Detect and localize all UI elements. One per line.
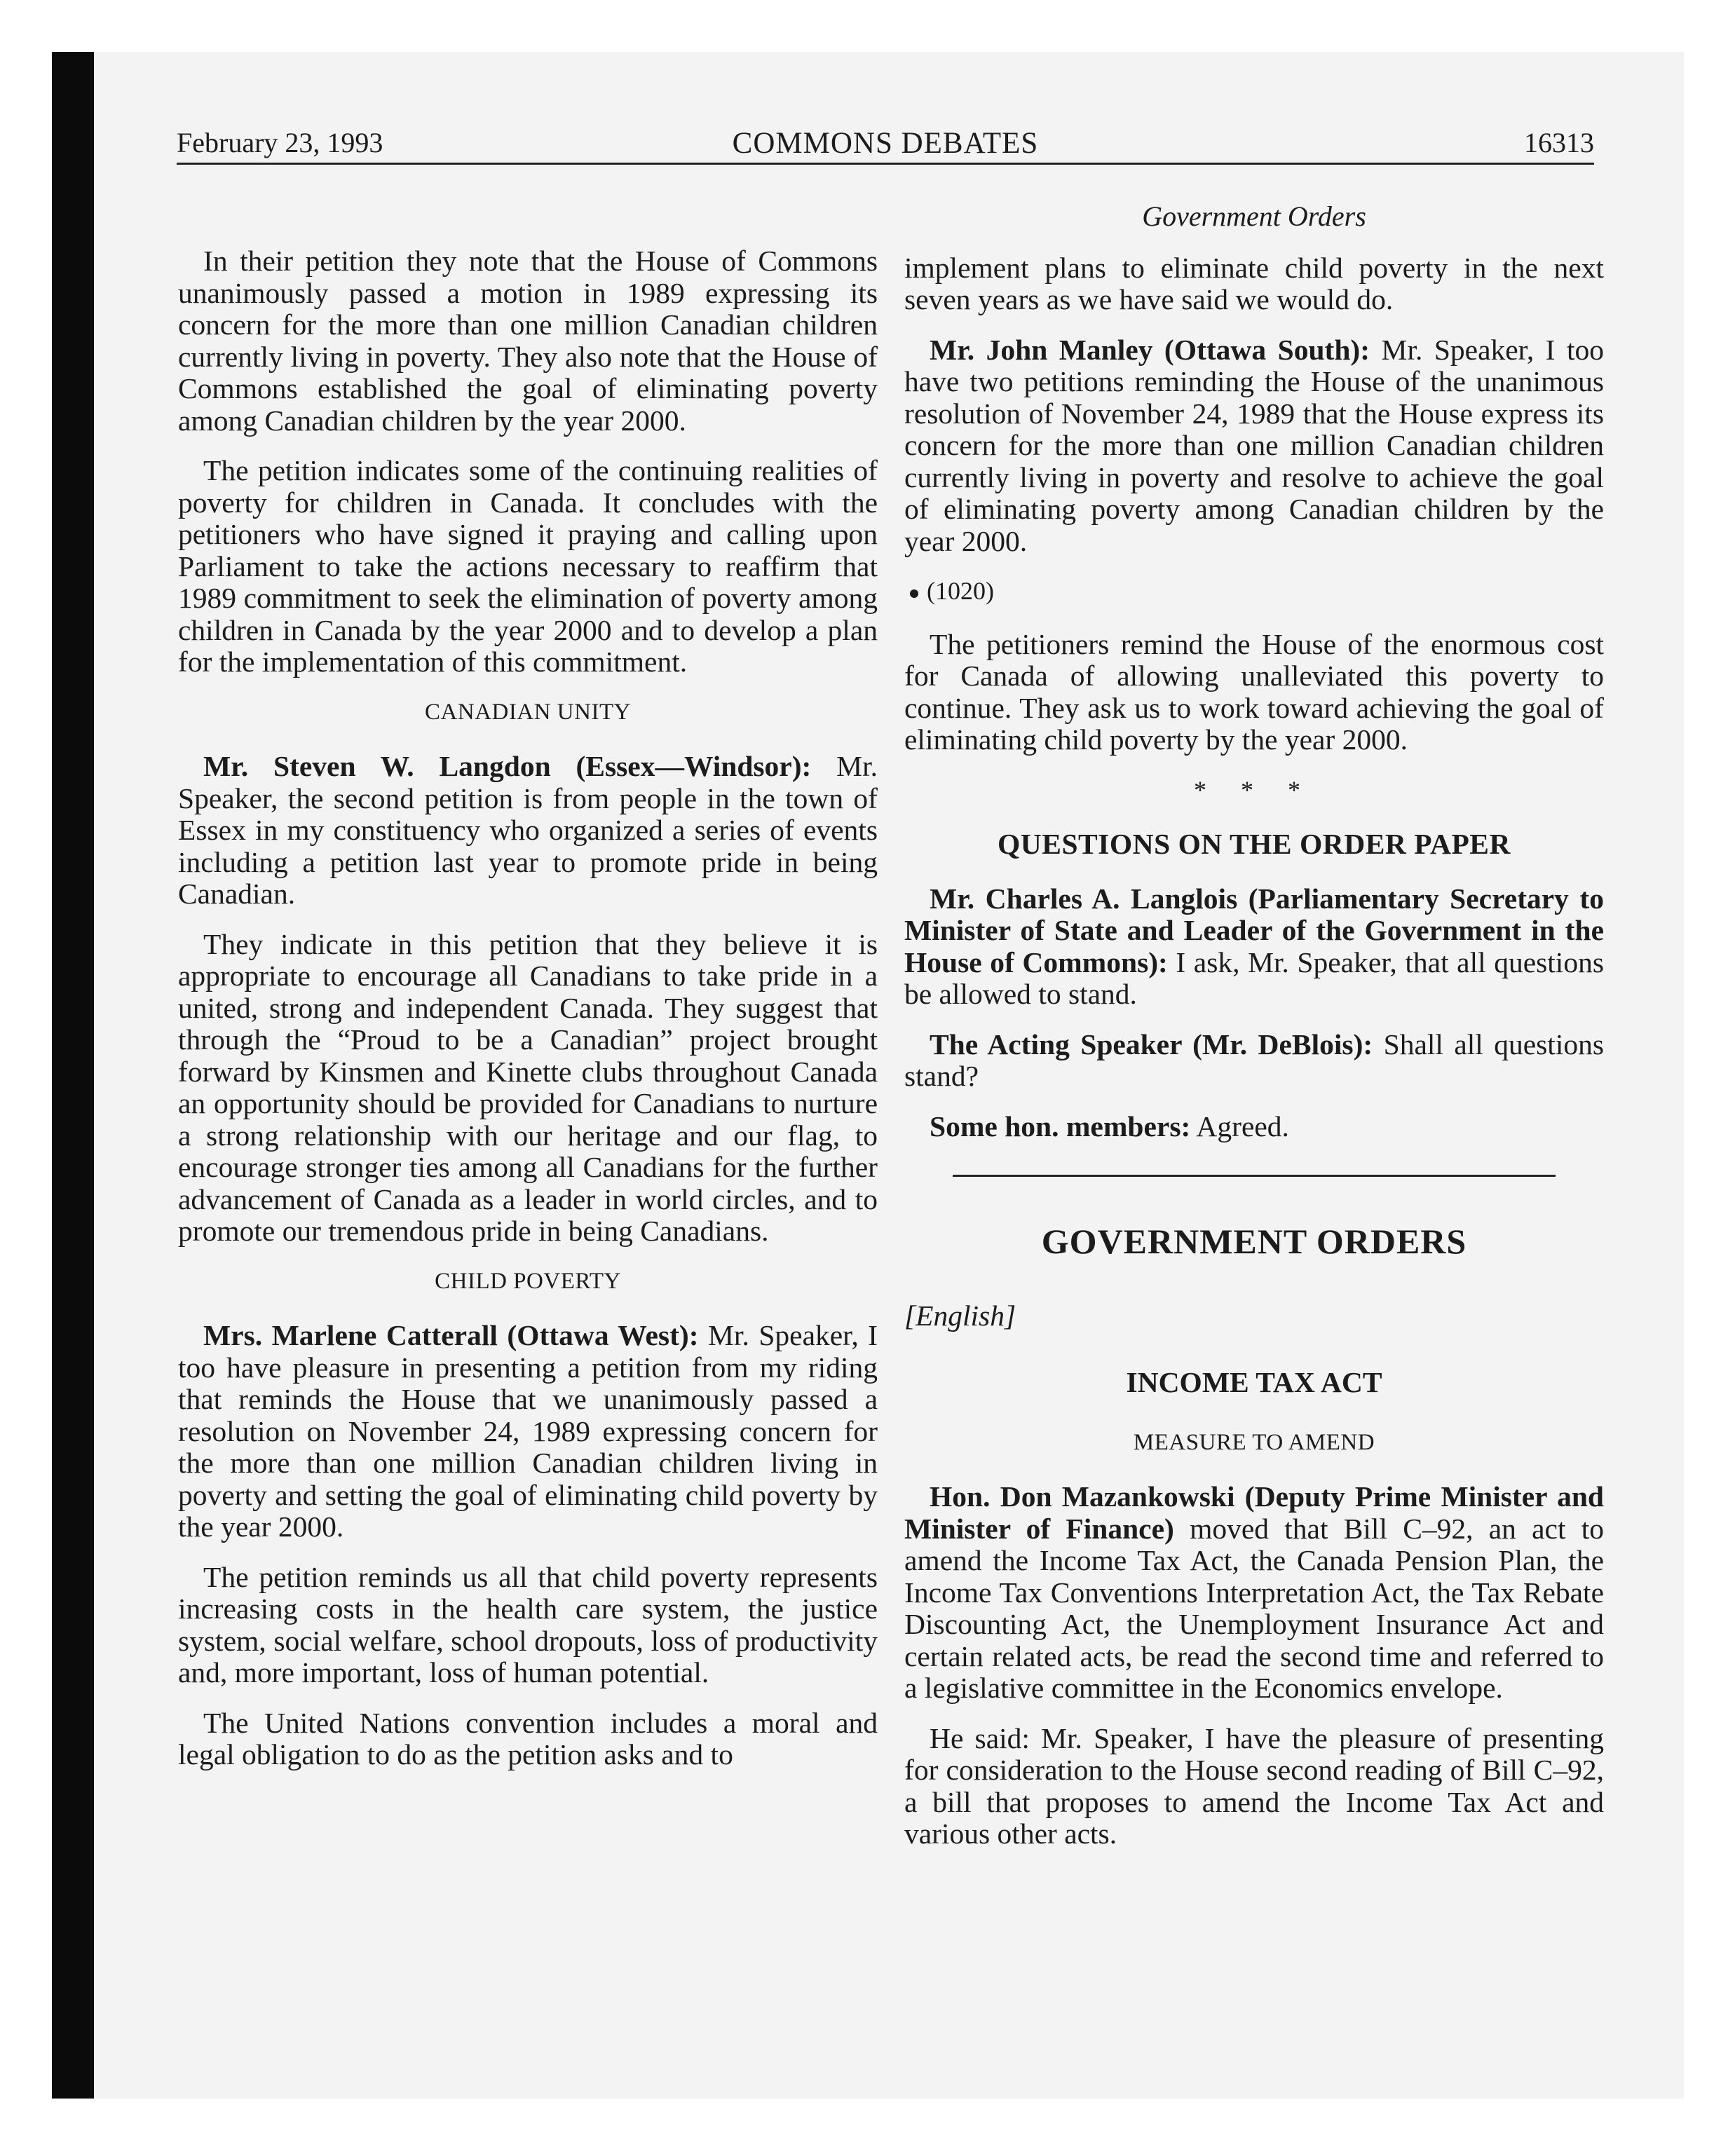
speech-text: I ask, Mr. Speaker, that all questions be allowed to stand. <box>904 946 1604 1010</box>
speech-text: Mr. Speaker, the second petition is from people in the town of Essex in my constituency who organized a series of events including a petition last year to promote pride in being Canadian. <box>178 750 878 910</box>
speech-langdon <box>178 751 878 910</box>
header-date: February 23, 1993 <box>177 127 383 158</box>
timestamp <box>910 575 1604 608</box>
right-column <box>904 200 1604 1869</box>
speech-text: Agreed. <box>1190 1110 1289 1142</box>
speech-catterall <box>178 1320 878 1543</box>
page-header <box>177 121 1594 165</box>
speaker-name: Mr. Charles A. Langlois (Parliamentary Secretary to Minister of State and Leader of the Government in the House of Commons): <box>904 882 1604 978</box>
speaker-name: The Acting Speaker (Mr. DeBlois): <box>930 1028 1373 1060</box>
section-separator: * * * <box>1194 775 1314 804</box>
section-heading-child-poverty: CHILD POVERTY <box>435 1268 621 1294</box>
section-heading-income-tax-act: INCOME TAX ACT <box>1126 1366 1382 1398</box>
running-head: Government Orders <box>1142 200 1366 232</box>
bullet-icon <box>910 589 918 598</box>
speaker-name: Mr. John Manley (Ottawa South): <box>930 333 1370 366</box>
paragraph: They indicate in this petition that they believe it is appropriate to encourage all Canadians to take pride in a united, strong and independent Canada. They suggest that through the “Proud to be a Canadian” project brought forward by Kinsmen and Kinette clubs throughout Canada an opportunity should be provided for Canadians to nurture a strong relationship with our heritage and our flag, to encourage stronger ties among all Canadians for the further advancement of Canada as a leader in world circles, and to promote our tremendous pride in being Canadians. <box>178 927 878 1247</box>
speaker-name: Mrs. Marlene Catterall (Ottawa West): <box>203 1319 699 1351</box>
header-title: COMMONS DEBATES <box>732 127 1039 160</box>
speech-text: Mr. Speaker, I too have two petitions reminding the House of the unanimous resolution of November 24, 1989 that the House express its concern for the more than one million Canadian children currently living in poverty and resolve to achieve the goal of eliminating poverty among Canadian children by the year 2000. <box>904 333 1604 557</box>
paragraph: The United Nations convention includes a moral and legal obligation to do as the petition asks and to <box>178 1706 878 1770</box>
paragraph: The petition reminds us all that child poverty represents increasing costs in the health care system, the justice system, social welfare, school dropouts, loss of productivity and, more important, loss of human potential. <box>178 1560 878 1688</box>
divider-rule <box>953 1175 1556 1177</box>
speech-members <box>904 1111 1604 1143</box>
paragraph: In their petition they note that the House of Commons unanimously passed a motion in 1989 expressing its concern for the more than one million Canadian children currently living in poverty. They also note that the House of Commons established the goal of eliminating poverty among Canadian children by the year 2000. <box>178 245 878 437</box>
timestamp-text: (1020) <box>927 577 994 605</box>
speaker-name: Mr. Steven W. Langdon (Essex—Windsor): <box>203 750 812 782</box>
binding-edge <box>52 52 94 2099</box>
speech-text: Mr. Speaker, I too have pleasure in presenting a petition from my riding that reminds the House that we unanimously passed a resolution on November 24, 1989 expressing concern for the more than one million Canadian children living in poverty and setting the goal of eliminating child poverty by the year 2000. <box>178 1319 878 1543</box>
speech-text: moved that Bill C–92, an act to amend the Income Tax Act, the Canada Pension Plan, the Income Tax Conventions Interpretation Act, the Tax Rebate Discounting Act, the Unemployment Insurance Act and certain related acts, be read the second time and referred to a legislative committee in the Economics envelope. <box>904 1512 1604 1704</box>
section-heading-canadian-unity: CANADIAN UNITY <box>425 699 631 725</box>
header-page-number: 16313 <box>1524 127 1594 158</box>
section-heading-government-orders: GOVERNMENT ORDERS <box>1041 1222 1467 1261</box>
paragraph: He said: Mr. Speaker, I have the pleasure of presenting for consideration to the House second reading of Bill C–92, a bill that proposes to amend the Income Tax Act and various other acts. <box>904 1721 1604 1850</box>
speech-manley <box>904 334 1604 558</box>
speech-text: Shall all questions stand? <box>904 1028 1604 1092</box>
speech-acting-speaker <box>904 1029 1604 1093</box>
subheading-measure-to-amend: MEASURE TO AMEND <box>1133 1429 1375 1455</box>
speech-langlois <box>904 883 1604 1011</box>
section-heading-questions: QUESTIONS ON THE ORDER PAPER <box>998 828 1511 860</box>
speaker-name: Hon. Don Mazankowski (Deputy Prime Minister and Minister of Finance) <box>904 1480 1604 1545</box>
speaker-name: Some hon. members: <box>930 1110 1191 1142</box>
left-column <box>178 245 878 1789</box>
paragraph: The petition indicates some of the continuing realities of poverty for children in Canada. It concludes with the petitioners who have signed it praying and calling upon Parliament to take the actions necessary to reaffirm that 1989 commitment to seek the elimination of poverty among children in Canada by the year 2000 and to develop a plan for the implementation of this commitment. <box>178 454 878 678</box>
paragraph: The petitioners remind the House of the enormous cost for Canada of allowing unalleviated this poverty to continue. They ask us to work toward achieving the goal of eliminating child poverty by the year 2000. <box>904 627 1604 756</box>
paragraph-continued: implement plans to eliminate child poverty in the next seven years as we have said we would do. <box>904 251 1604 315</box>
speech-mazankowski <box>904 1481 1604 1705</box>
language-marker: [English] <box>904 1299 1016 1332</box>
